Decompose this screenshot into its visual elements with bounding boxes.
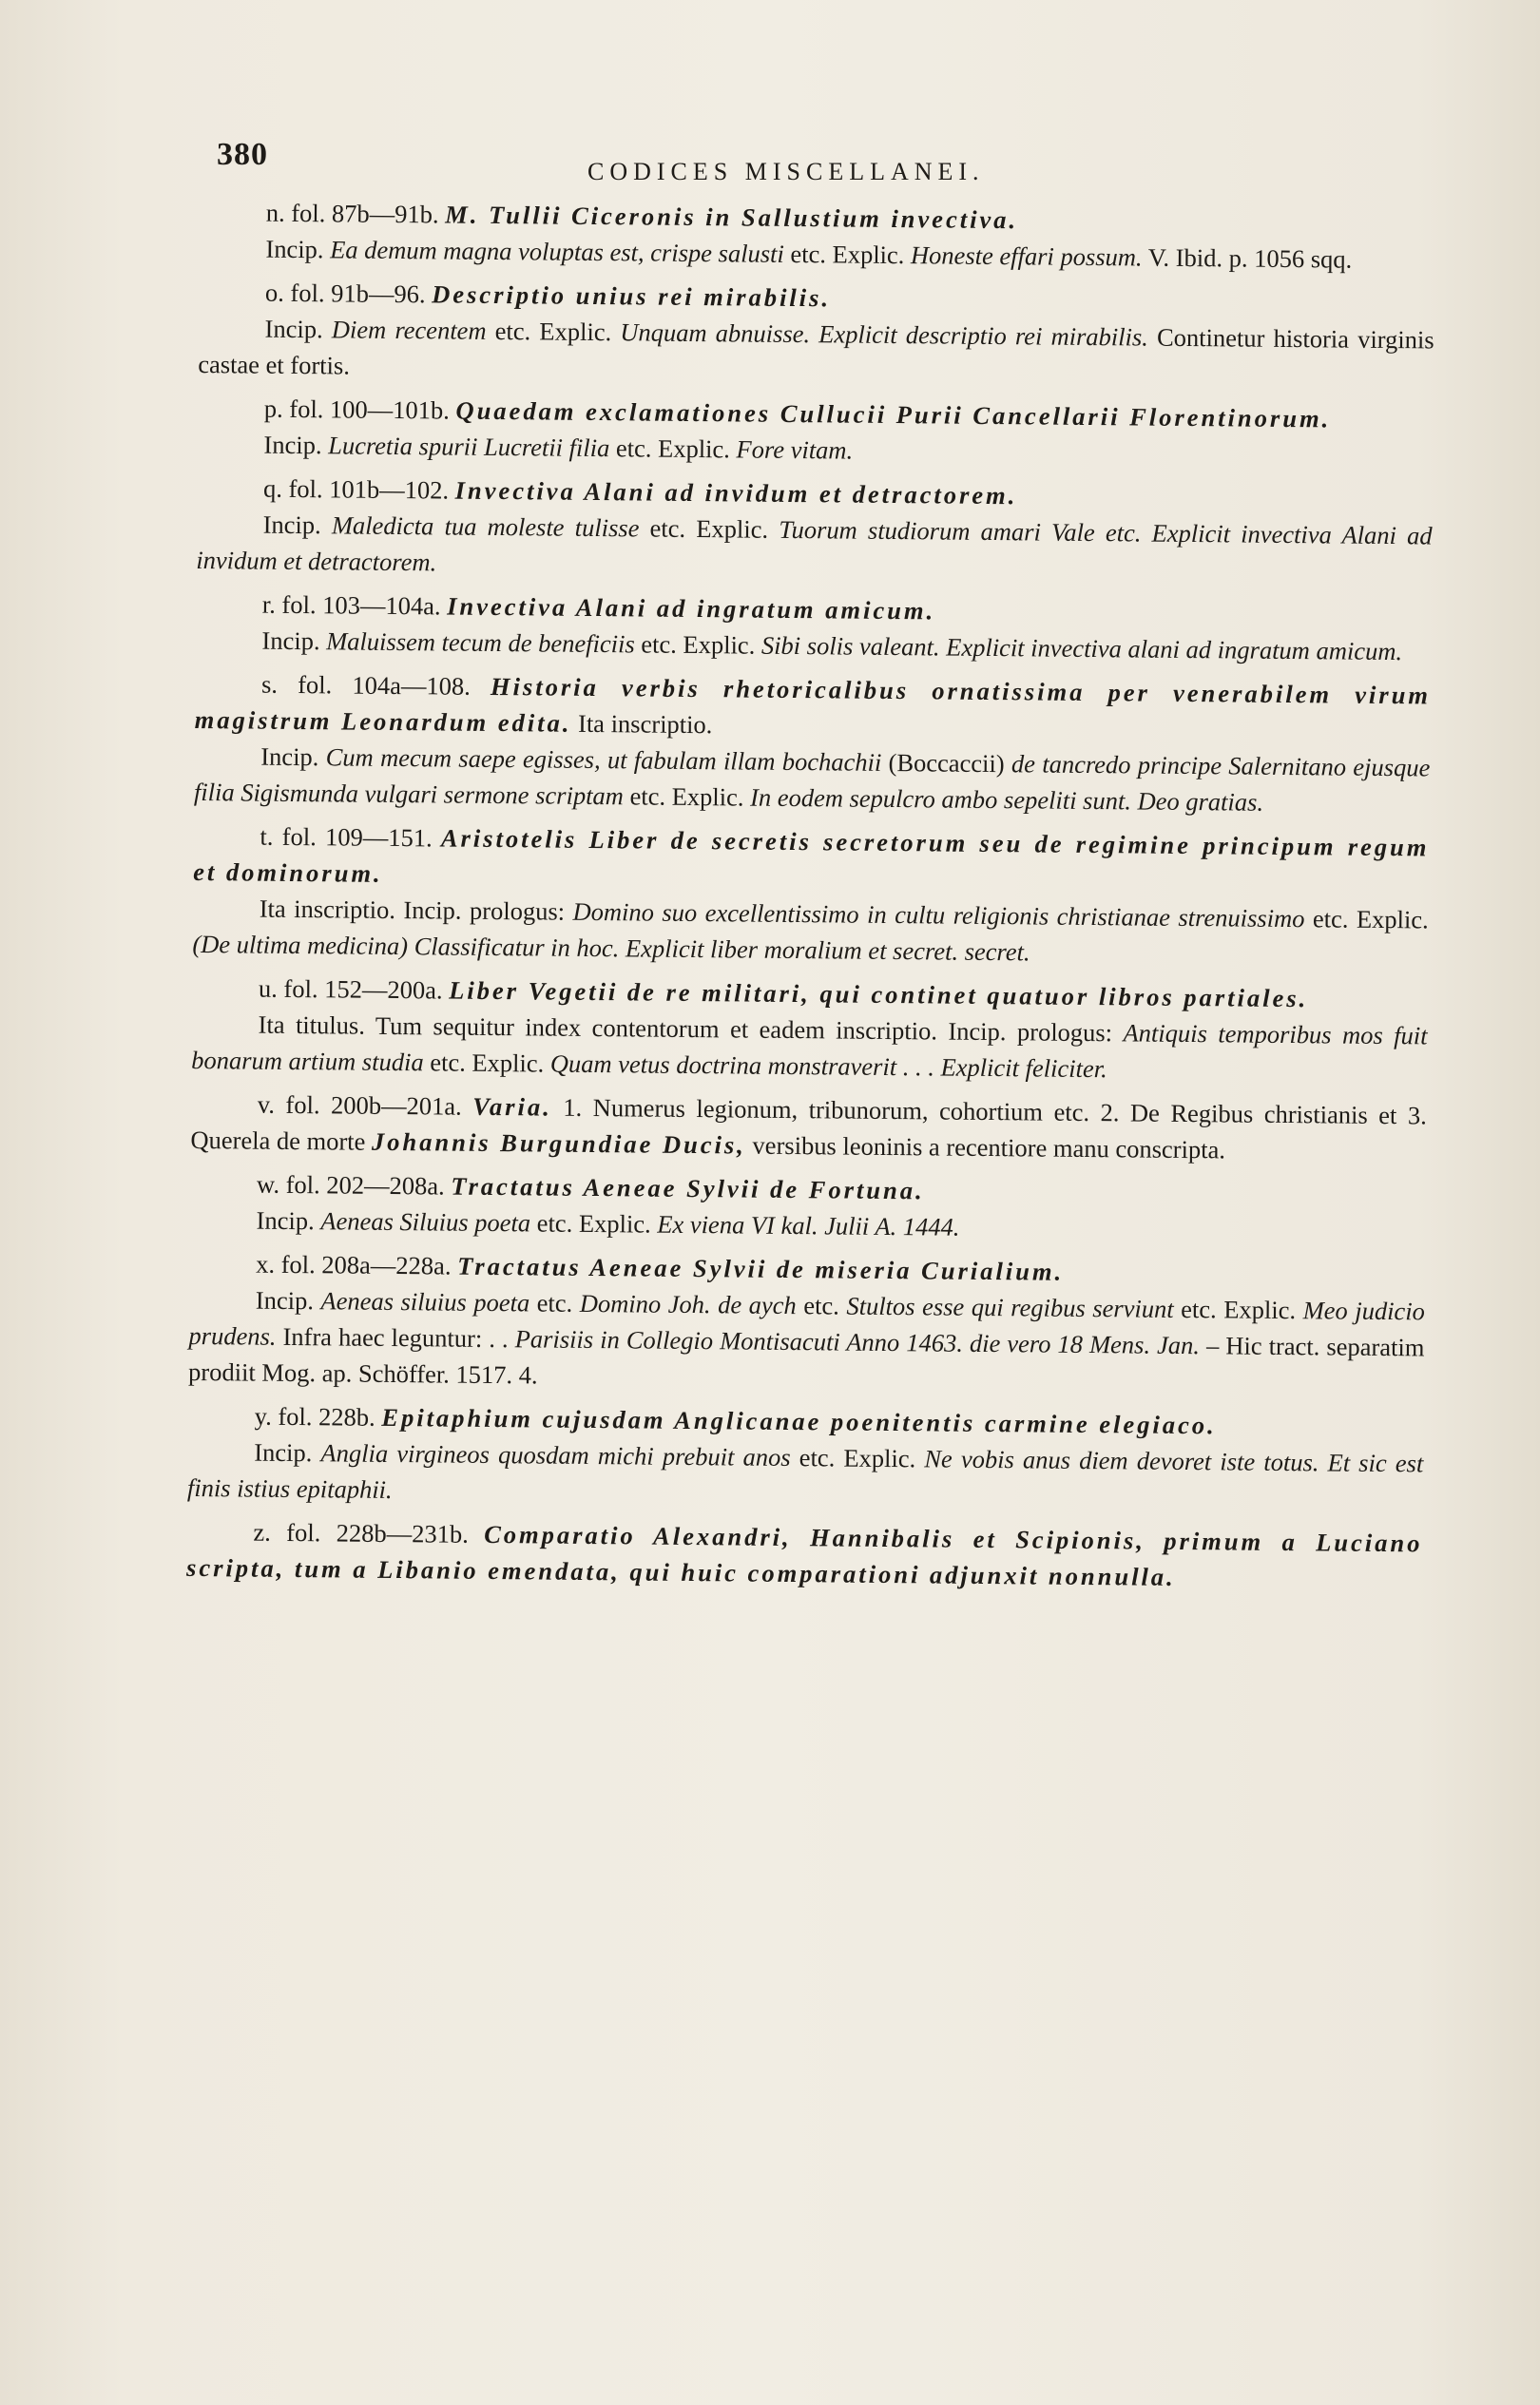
paragraph [193, 818, 1430, 901]
entry-v [190, 1086, 1427, 1169]
entry-p [197, 390, 1434, 473]
text-span: 1. Numerus legionum, tribunorum, cohortium etc. 2. De Regibus christianis et 3. Querela de morte [190, 1092, 1427, 1156]
text-span: Comparatio Alexandri, Hannibalis et Scipionis, primum a Luciano scripta, tum a Libanio emendata, qui huic comparationi adjunxit nonnulla. [185, 1519, 1423, 1591]
running-title: CODICES MISCELLANEI. [587, 158, 985, 185]
entry-s [194, 665, 1431, 821]
text-span: Aristotelis Liber de secretis secretorum seu de regimine principum regum et dominorum. [193, 823, 1430, 888]
text-span: Meo judicio prudens. [188, 1296, 1426, 1351]
paragraph [186, 1513, 1423, 1597]
text-span: de tancredo principe Salernitano ejusque filia Sigismunda vulgari sermone scriptam [193, 749, 1431, 811]
text-span: Antiquis temporibus mos fuit bonarum artium studia [191, 1018, 1428, 1077]
text-span: q. fol. 101b—102. [262, 473, 450, 505]
page-header [217, 133, 1453, 190]
entry-z [186, 1513, 1423, 1597]
text-span: etc. Explic. [494, 316, 612, 347]
text-span: w. fol. 202—208a. [256, 1169, 445, 1201]
text-span: s. fol. 104a—108. [260, 669, 471, 701]
text-span: V. Ibid. p. 1056 sqq. [1147, 242, 1353, 274]
paragraph [188, 1281, 1425, 1401]
text-span: Varia. [472, 1091, 552, 1122]
text-span: Cum mecum saepe egisses, ut fabulam illam bochachii [325, 742, 882, 777]
paragraph [198, 310, 1434, 394]
text-span: etc. Explic. [649, 513, 769, 544]
text-span: etc. Explic. [536, 1208, 651, 1239]
text-span: etc. Explic. [629, 781, 744, 812]
text-span: Incip. [255, 1285, 315, 1316]
text-span: Ne vobis anus diem devoret iste totus. Et sic est finis istius epitaphii. [186, 1444, 1424, 1505]
text-span: Incip. [263, 430, 322, 460]
entry-t [192, 818, 1429, 973]
paragraph [194, 738, 1431, 821]
text-span: z. fol. 228b—231b. [253, 1517, 469, 1549]
text-span: etc. [803, 1291, 839, 1320]
text-span: Fore vitam. [736, 434, 854, 465]
text-span: Epitaphium cujusdam Anglicanae poenitentis carmine elegiaco. [381, 1402, 1217, 1440]
text-span: Hic tract. separatim prodiit Mog. ap. Schöffer. 1517. 4. [187, 1331, 1425, 1390]
entry-u [191, 970, 1428, 1089]
text-span: Quam vetus doctrina monstraverit . . . Explicit feliciter. [549, 1049, 1107, 1084]
text-span: Domino suo excellentissimo in cultu religionis christianae strenuissimo [572, 896, 1305, 933]
text-span: Incip. [265, 234, 324, 264]
text-span: Historia verbis rhetoricalibus ornatissima per venerabilem virum magistrum Leonardum edita. [194, 671, 1432, 738]
text-span: Domino Joh. de aych [579, 1288, 797, 1320]
text-span: etc. Explic. [641, 629, 756, 660]
page-number: 380 [217, 137, 268, 172]
text-span: Lucretia spurii Lucretii filia [328, 431, 610, 463]
text-span: Maledicta tua moleste tulisse [331, 510, 640, 543]
text-span: etc. [536, 1288, 573, 1318]
entry-w [189, 1165, 1426, 1249]
entry-x [188, 1245, 1425, 1401]
entry-q [196, 470, 1433, 589]
text-span: etc. Explic. [1312, 904, 1429, 934]
text-span: etc. Explic. [615, 433, 731, 464]
entry-n [199, 194, 1435, 278]
text-span: Tractatus Aeneae Sylvii de miseria Curialium. [457, 1251, 1065, 1286]
text-span: Incip. [256, 1205, 315, 1236]
text-span: Maluissem tecum de beneficiis [326, 626, 635, 659]
text-span: Incip. [264, 314, 323, 344]
text-span: v. fol. 200b—201a. [257, 1089, 462, 1121]
text-span: x. fol. 208a—228a. [256, 1249, 452, 1280]
text-span: (Boccaccii) [888, 747, 1005, 779]
text-span: u. fol. 152—200a. [258, 973, 443, 1005]
paragraph [196, 506, 1433, 589]
text-span: versibus leoninis a recentiore manu conscripta. [752, 1130, 1226, 1164]
entry-y [187, 1397, 1424, 1517]
text-span: Unquam abnuisse. Explicit descriptio rei mirabilis. [620, 317, 1149, 352]
text-span: n. fol. 87b—91b. [265, 198, 439, 229]
text-span: r. fol. 103—104a. [261, 589, 441, 621]
text-span: Ita inscriptio. Incip. prologus: [259, 894, 566, 926]
text-span: Sibi solis valeant. Explicit invectiva alani ad ingratum amicum. [760, 630, 1403, 666]
text-span: Incip. [262, 510, 321, 540]
text-span: (De ultima medicina) Classificatur in hoc. Explicit liber moralium et secret. secret. [192, 929, 1030, 967]
entry-r [195, 586, 1432, 669]
text-span: Invectiva Alani ad invidum et detractorem. [454, 475, 1018, 510]
text-span: y. fol. 228b. [254, 1401, 375, 1432]
text-span: Aeneas siluius poeta [320, 1286, 530, 1318]
text-span: Incip. [254, 1437, 313, 1468]
text-span: Quaedam exclamationes Cullucii Purii Cancellarii Florentinorum. [455, 395, 1332, 433]
text-span: M. Tullii Ciceronis in Sallustium invectiva. [445, 200, 1019, 235]
catalog-body [186, 194, 1435, 1605]
text-span: Ea demum magna voluptas est, crispe salusti [330, 235, 784, 268]
text-span: Descriptio unius rei mirabilis. [432, 279, 832, 313]
text-span: Infra haec leguntur: . . [282, 1321, 509, 1354]
text-span: Parisiis in Collegio Montisacuti Anno 1463. die vero 18 Mens. Jan. – [514, 1324, 1220, 1360]
text-span: Diem recentem [331, 315, 487, 345]
text-span: Ita titulus. Tum sequitur index contentorum et eadem inscriptio. Incip. prologus: [258, 1010, 1113, 1048]
paragraph [187, 1433, 1424, 1517]
text-span: etc. Explic. [1181, 1294, 1297, 1325]
text-span: o. fol. 91b—96. [264, 278, 426, 309]
text-span: Ex viena VI kal. Julii A. 1444. [657, 1209, 960, 1241]
paragraph [191, 1006, 1428, 1089]
paragraph [190, 1086, 1427, 1169]
entry-o [198, 274, 1434, 394]
paragraph [195, 665, 1432, 749]
text-span: Incip. [260, 741, 319, 772]
text-span: etc. Explic. [799, 1443, 916, 1473]
text-span: Aeneas Siluius poeta [320, 1206, 531, 1238]
text-span: In eodem sepulcro ambo sepeliti sunt. Deo gratias. [749, 782, 1264, 817]
text-span: Incip. [261, 625, 320, 656]
text-span: Stultos esse qui regibus serviunt [846, 1291, 1174, 1323]
text-span: etc. Explic. [790, 239, 905, 270]
text-span: Continetur historia virginis castae et fortis. [198, 322, 1434, 380]
text-span: Johannis Burgundiae Ducis, [371, 1126, 747, 1160]
paragraph [192, 890, 1429, 973]
text-span: Liber Vegetii de re militari, qui continet quatuor libros partiales. [449, 975, 1309, 1013]
text-span: Tuorum studiorum amari Vale etc. Explicit invectiva Alani ad invidum et detractorem. [196, 514, 1433, 577]
text-span: Tractatus Aeneae Sylvii de Fortuna. [451, 1171, 925, 1205]
text-span: Invectiva Alani ad ingratum amicum. [447, 591, 936, 625]
text-span: p. fol. 100—101b. [263, 394, 451, 425]
text-span: etc. Explic. [430, 1048, 545, 1078]
text-span: Ita inscriptio. [577, 708, 713, 740]
text-span: Honeste effari possum. [910, 240, 1143, 272]
text-span: t. fol. 109—151. [260, 821, 433, 853]
text-span: Anglia virgineos quosdam michi prebuit anos [320, 1438, 791, 1472]
